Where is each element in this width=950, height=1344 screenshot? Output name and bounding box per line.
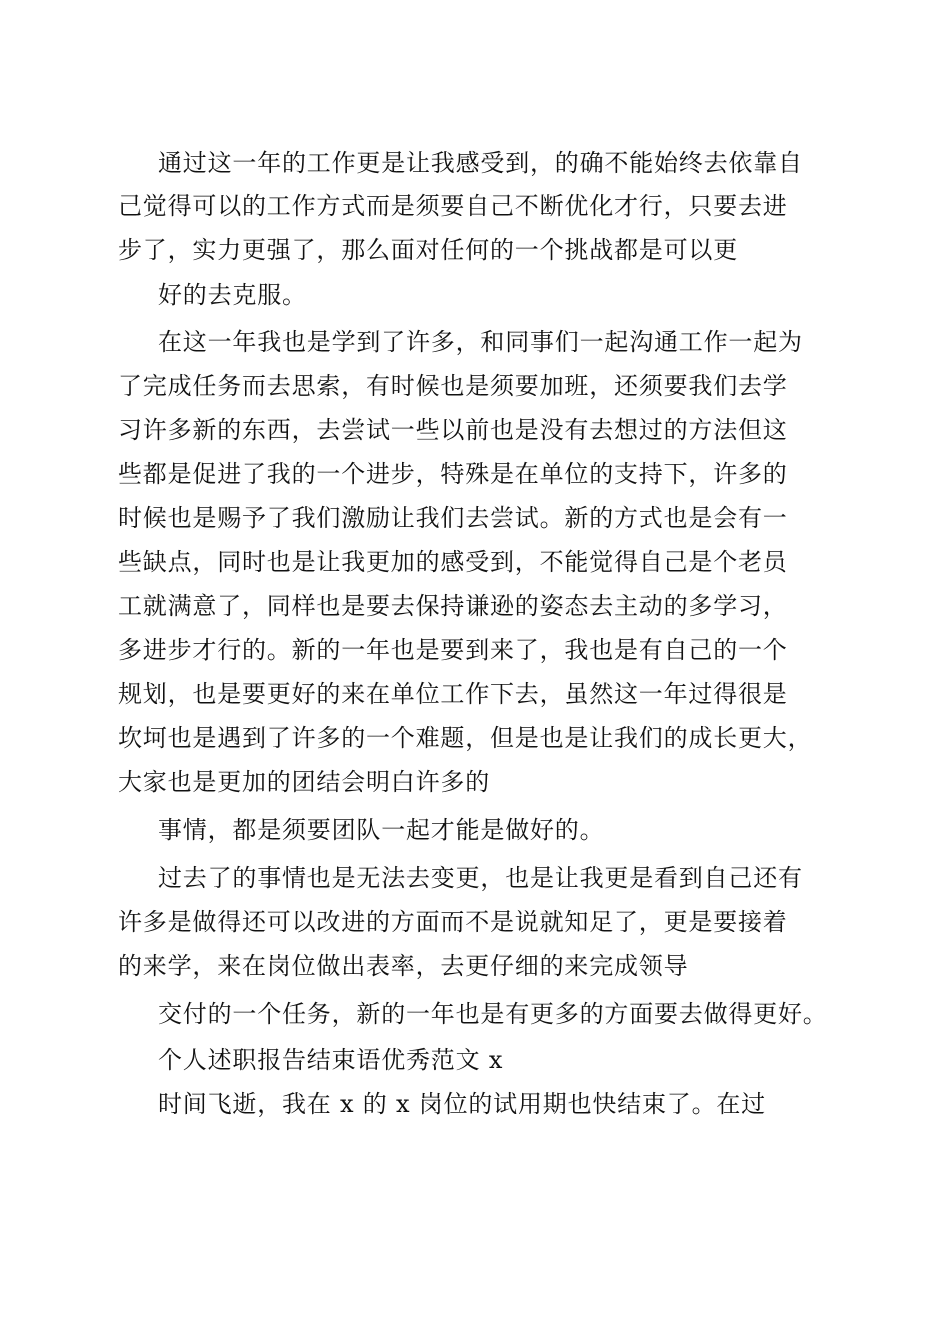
paragraph-line: 些都是促进了我的一个进步，特殊是在单位的支持下，许多的 bbox=[118, 460, 788, 488]
paragraph-line: 习许多新的东西，去尝试一些以前也是没有去想过的方法但这 bbox=[118, 416, 788, 444]
paragraph-line: 通过这一年的工作更是让我感受到，的确不能始终去依靠自 bbox=[158, 149, 803, 177]
paragraph-line: 己觉得可以的工作方式而是须要自己不断优化才行，只要去进 bbox=[118, 192, 788, 220]
paragraph-line: 过去了的事情也是无法去变更，也是让我更是看到自己还有 bbox=[158, 864, 803, 892]
paragraph-line: 时间飞逝，我在 x 的 x 岗位的试用期也快结束了。在过 bbox=[158, 1090, 766, 1118]
paragraph-line: 好的去克服。 bbox=[158, 281, 307, 309]
section-heading: 个人述职报告结束语优秀范文 x bbox=[158, 1046, 504, 1074]
paragraph-line: 了完成任务而去思索，有时候也是须要加班，还须要我们去学 bbox=[118, 372, 788, 400]
paragraph-line: 坎坷也是遇到了许多的一个难题，但是也是让我们的成长更大， bbox=[118, 724, 813, 752]
paragraph-line: 些缺点，同时也是让我更加的感受到，不能觉得自己是个老员 bbox=[118, 548, 788, 576]
paragraph-line: 大家也是更加的团结会明白许多的 bbox=[118, 768, 490, 796]
paragraph-line: 时候也是赐予了我们激励让我们去尝试。新的方式也是会有一 bbox=[118, 504, 788, 532]
paragraph-line: 的来学，来在岗位做出表率，去更仔细的来完成领导 bbox=[118, 952, 689, 980]
paragraph-line: 步了，实力更强了，那么面对任何的一个挑战都是可以更 bbox=[118, 236, 738, 264]
paragraph-line: 规划，也是要更好的来在单位工作下去，虽然这一年过得很是 bbox=[118, 680, 788, 708]
paragraph-line: 多进步才行的。新的一年也是要到来了，我也是有自己的一个 bbox=[118, 636, 788, 664]
paragraph-line: 交付的一个任务，新的一年也是有更多的方面要去做得更好。 bbox=[158, 1000, 828, 1028]
paragraph-line: 事情，都是须要团队一起才能是做好的。 bbox=[158, 816, 605, 844]
paragraph-line: 许多是做得还可以改进的方面而不是说就知足了，更是要接着 bbox=[118, 908, 788, 936]
paragraph-line: 在这一年我也是学到了许多，和同事们一起沟通工作一起为 bbox=[158, 328, 803, 356]
paragraph-line: 工就满意了，同样也是要去保持谦逊的姿态去主动的多学习， bbox=[118, 592, 788, 620]
